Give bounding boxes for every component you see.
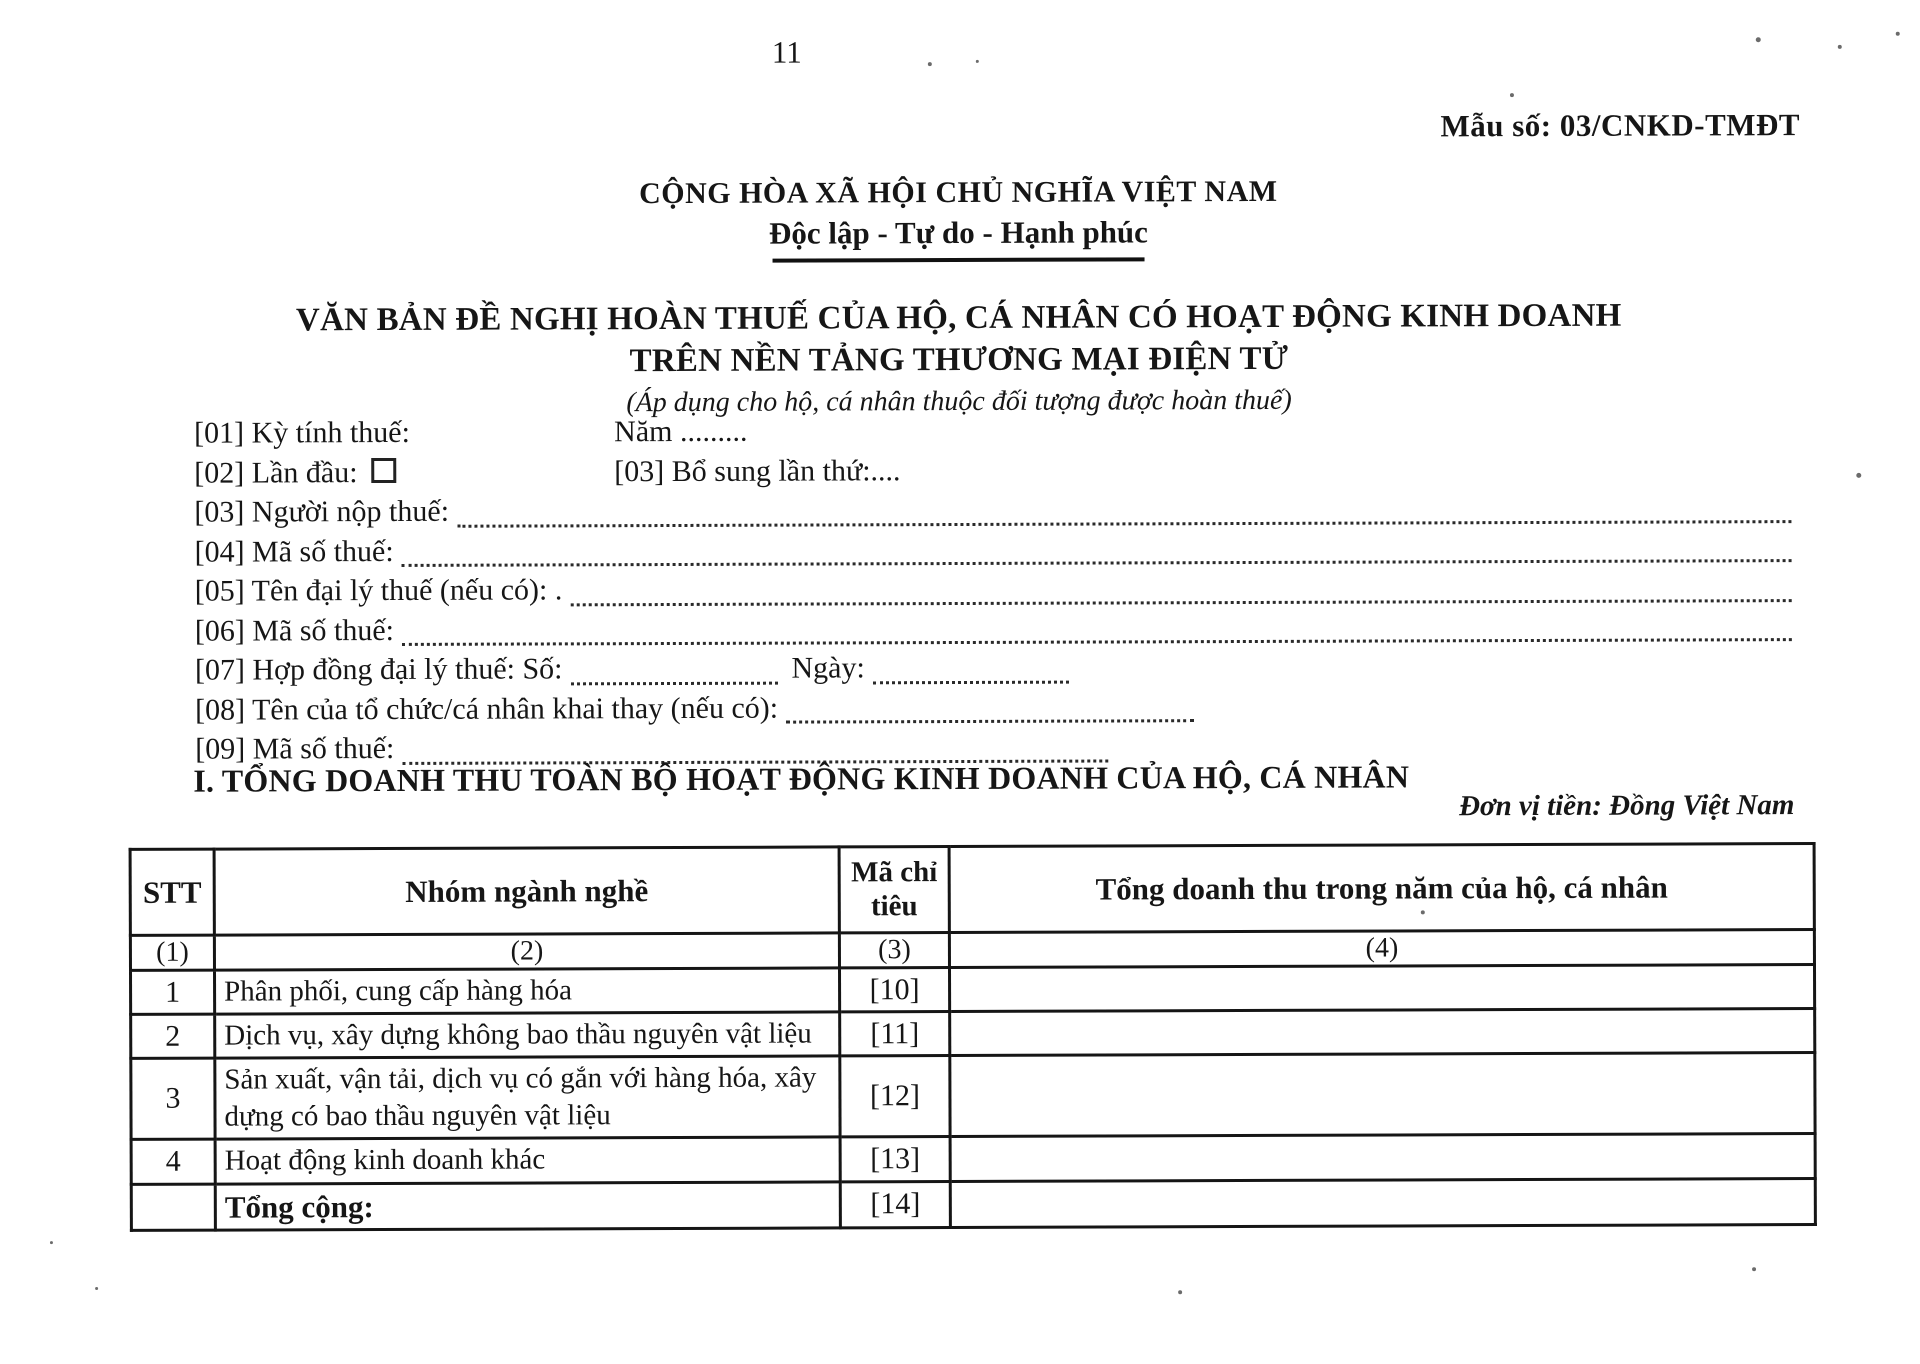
total-revenue <box>950 1178 1815 1228</box>
dotted-fill-line <box>457 520 1791 528</box>
row-2-industry: Dịch vụ, xây dựng không bao thầu nguyên vật liệu <box>215 1012 840 1058</box>
currency-unit-note: Đơn vị tiền: Đồng Việt Nam <box>1458 789 1795 823</box>
row-3-stt: 3 <box>131 1058 215 1140</box>
scan-speck <box>1178 1290 1182 1294</box>
dotted-fill-line <box>873 680 1069 684</box>
field-01-label: [01] Kỳ tính thuế: <box>194 415 410 450</box>
dotted-fill-line <box>402 638 1792 646</box>
table-row <box>131 1009 1815 1059</box>
table-row <box>131 1053 1815 1140</box>
col-index-1: (1) <box>130 935 214 970</box>
col-index-4: (4) <box>949 930 1814 968</box>
scan-speck <box>1838 45 1842 49</box>
field-06-label: [06] Mã số thuế: <box>194 613 395 648</box>
motto-underline <box>773 257 1145 262</box>
field-05-tax-agent <box>195 569 1792 614</box>
row-4-stt: 4 <box>131 1140 215 1184</box>
row-1-code: [10] <box>839 968 949 1012</box>
field-09-label: [09] Mã số thuế: <box>195 731 395 766</box>
header-stt: STT <box>130 849 214 935</box>
field-07-date-label: Ngày: <box>791 651 865 685</box>
row-4-revenue <box>950 1134 1815 1181</box>
row-2-revenue <box>950 1009 1815 1056</box>
header-industry: Nhóm ngành nghề <box>214 847 839 935</box>
scan-speck <box>50 1241 53 1244</box>
document-title <box>0 297 1919 422</box>
row-3-industry: Sản xuất, vận tải, dịch vụ có gắn với hàng hóa, xây dựng có bao thầu nguyên vật liệu <box>215 1056 840 1139</box>
page-number: 11 <box>771 34 802 70</box>
total-stt <box>131 1184 215 1231</box>
field-01-value: Năm ......... <box>614 414 748 449</box>
field-08-declarant <box>195 688 1792 733</box>
table-header-row <box>130 844 1814 936</box>
total-code: [14] <box>840 1181 950 1228</box>
row-4-industry: Hoạt động kinh doanh khác <box>215 1137 840 1183</box>
table-column-index-row <box>130 930 1814 971</box>
row-3-code: [12] <box>840 1056 950 1138</box>
form-fields <box>194 411 1792 772</box>
first-time-checkbox <box>371 457 396 482</box>
table-row <box>131 1134 1815 1184</box>
revenue-table <box>129 842 1814 1232</box>
row-3-revenue <box>950 1053 1815 1137</box>
field-02-label: [02] Lần đầu: <box>194 455 358 490</box>
field-06-tax-code <box>195 609 1792 654</box>
total-label: Tổng cộng: <box>215 1181 840 1230</box>
national-header-motto: Độc lập - Tự do - Hạnh phúc <box>768 214 1148 251</box>
scan-speck <box>976 60 979 63</box>
col-index-2: (2) <box>214 933 839 970</box>
scan-speck <box>1896 32 1900 36</box>
dotted-fill-line <box>786 719 1194 723</box>
scan-speck <box>95 1287 98 1290</box>
field-02-first-time <box>194 451 1791 496</box>
field-08-label: [08] Tên của tổ chức/cá nhân khai thay (nếu có): <box>195 691 779 727</box>
national-header <box>0 173 1919 266</box>
field-03-taxpayer <box>194 490 1791 535</box>
scan-speck <box>928 62 932 66</box>
row-2-stt: 2 <box>131 1014 215 1058</box>
field-01-tax-period <box>194 411 1791 456</box>
field-03-supplement-label: [03] Bổ sung lần thứ:.... <box>614 453 901 488</box>
table-row <box>131 965 1815 1015</box>
dotted-fill-line <box>570 681 777 685</box>
document-title-line1: VĂN BẢN ĐỀ NGHỊ HOÀN THUẾ CỦA HỘ, CÁ NHÂN CÓ HOẠT ĐỘNG KINH DOANH <box>295 297 1622 339</box>
row-1-industry: Phân phối, cung cấp hàng hóa <box>215 968 840 1014</box>
national-header-country: CỘNG HÒA XÃ HỘI CHỦ NGHĨA VIỆT NAM <box>639 174 1278 211</box>
field-03-label: [03] Người nộp thuế: <box>194 494 450 529</box>
table-total-row <box>131 1178 1815 1231</box>
form-code-label: Mẫu số: 03/CNKD-TMĐT <box>1440 107 1801 144</box>
field-07-agent-contract <box>195 648 1792 693</box>
field-07-label: [07] Hợp đồng đại lý thuế: Số: <box>194 652 563 687</box>
field-04-tax-code <box>194 530 1791 575</box>
field-05-label: [05] Tên đại lý thuế (nếu có): . <box>194 573 563 608</box>
scan-speck <box>1421 910 1425 914</box>
header-code: Mã chỉ tiêu <box>839 847 949 933</box>
dotted-fill-line <box>570 599 1791 606</box>
scan-speck <box>1510 93 1514 97</box>
row-1-revenue <box>949 965 1814 1012</box>
document-subtitle: (Áp dụng cho hộ, cá nhân thuộc đối tượng được hoàn thuế) <box>626 384 1292 419</box>
field-04-label: [04] Mã số thuế: <box>194 534 394 569</box>
document-title-line2: TRÊN NỀN TẢNG THƯƠNG MẠI ĐIỆN TỬ <box>629 340 1289 380</box>
scan-speck <box>1752 1267 1756 1271</box>
col-index-3: (3) <box>839 933 949 968</box>
scan-speck <box>1856 473 1861 478</box>
row-1-stt: 1 <box>131 970 215 1014</box>
row-4-code: [13] <box>840 1137 950 1181</box>
row-2-code: [11] <box>840 1012 950 1056</box>
scan-speck <box>1756 37 1761 42</box>
section-1-heading: I. TỔNG DOANH THU TOÀN BỘ HOẠT ĐỘNG KINH DOANH CỦA HỘ, CÁ NHÂN <box>193 758 1410 799</box>
dotted-fill-line <box>402 559 1792 567</box>
header-revenue: Tổng doanh thu trong năm của hộ, cá nhân <box>949 844 1814 933</box>
